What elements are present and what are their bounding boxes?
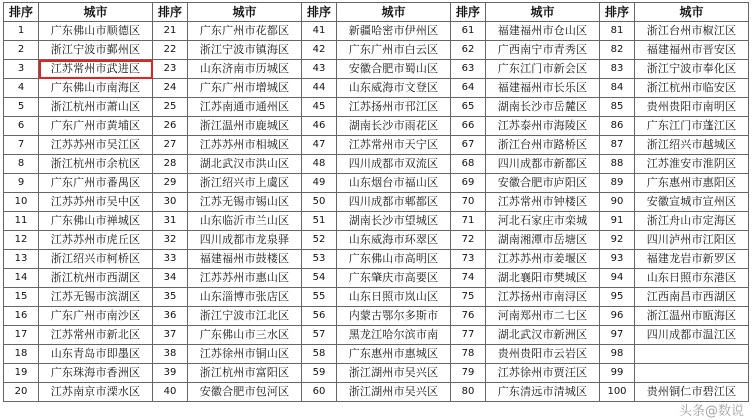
header-rank: 排序 [600, 3, 635, 22]
rank-cell: 81 [600, 22, 635, 41]
rank-cell: 70 [451, 193, 486, 212]
rank-cell: 5 [4, 98, 39, 117]
rank-cell: 86 [600, 117, 635, 136]
rank-cell: 61 [451, 22, 486, 41]
header-rank: 排序 [153, 3, 188, 22]
city-cell: 浙江绍兴市柯桥区 [39, 250, 153, 269]
ranking-table [3, 2, 749, 402]
city-cell: 江苏苏州市虎丘区 [39, 231, 153, 250]
city-cell: 浙江杭州市富阳区 [188, 364, 302, 383]
city-cell: 广东广州市番禺区 [39, 174, 153, 193]
rank-cell: 10 [4, 193, 39, 212]
city-cell: 广东肇庆市高要区 [337, 269, 451, 288]
table-row [4, 60, 749, 79]
city-cell: 浙江宁波市江北区 [188, 307, 302, 326]
city-cell: 浙江宁波市镇海区 [188, 41, 302, 60]
rank-cell: 29 [153, 174, 188, 193]
rank-cell: 91 [600, 212, 635, 231]
rank-cell: 18 [4, 345, 39, 364]
table-body [4, 22, 749, 402]
table-row [4, 212, 749, 231]
city-cell: 湖南长沙市雨花区 [337, 117, 451, 136]
table-row [4, 79, 749, 98]
rank-cell: 85 [600, 98, 635, 117]
rank-cell: 59 [302, 364, 337, 383]
city-cell [635, 364, 749, 383]
rank-cell: 23 [153, 60, 188, 79]
city-cell: 广东江门市新会区 [486, 60, 600, 79]
header-city: 城市 [39, 3, 153, 22]
rank-cell: 21 [153, 22, 188, 41]
rank-cell: 100 [600, 383, 635, 402]
rank-cell: 22 [153, 41, 188, 60]
city-cell: 广东佛山市三水区 [188, 326, 302, 345]
city-cell: 河北石家庄市栾城 [486, 212, 600, 231]
city-cell: 湖南长沙市望城区 [337, 212, 451, 231]
city-cell: 内蒙古鄂尔多斯市 [337, 307, 451, 326]
table-row [4, 22, 749, 41]
table-row [4, 41, 749, 60]
city-cell: 江苏南京市溧水区 [39, 383, 153, 402]
city-cell: 广东惠州市惠阳区 [635, 174, 749, 193]
watermark: 头条@数说 [678, 404, 744, 419]
table-row [4, 98, 749, 117]
city-cell: 浙江温州市鹿城区 [188, 117, 302, 136]
city-cell: 浙江温州市瓯海区 [635, 307, 749, 326]
city-cell: 山东威海市环翠区 [337, 231, 451, 250]
rank-cell: 82 [600, 41, 635, 60]
rank-cell: 92 [600, 231, 635, 250]
table-row [4, 269, 749, 288]
rank-cell: 88 [600, 155, 635, 174]
city-cell: 江苏苏州市吴江区 [39, 136, 153, 155]
city-cell: 四川成都市新都区 [486, 155, 600, 174]
table-row [4, 345, 749, 364]
city-cell: 广东广州市南沙区 [39, 307, 153, 326]
city-cell: 江苏苏州市相城区 [188, 136, 302, 155]
city-cell: 四川成都市双流区 [337, 155, 451, 174]
city-cell: 江苏南通市通州区 [188, 98, 302, 117]
city-cell: 浙江舟山市定海区 [635, 212, 749, 231]
city-cell: 广东佛山市顺德区 [39, 22, 153, 41]
rank-cell: 28 [153, 155, 188, 174]
rank-cell: 7 [4, 136, 39, 155]
city-cell: 安徽合肥市蜀山区 [337, 60, 451, 79]
city-cell: 浙江杭州市临安区 [635, 79, 749, 98]
rank-cell: 97 [600, 326, 635, 345]
rank-cell: 98 [600, 345, 635, 364]
city-cell: 江西南昌市西湖区 [635, 288, 749, 307]
rank-cell: 19 [4, 364, 39, 383]
city-cell: 河南郑州市二七区 [486, 307, 600, 326]
city-cell: 四川成都市郫都区 [337, 193, 451, 212]
city-cell: 江苏苏州市姜堰区 [486, 250, 600, 269]
city-cell: 山东临沂市兰山区 [188, 212, 302, 231]
rank-cell: 84 [600, 79, 635, 98]
table-row [4, 136, 749, 155]
rank-cell: 41 [302, 22, 337, 41]
table-row [4, 117, 749, 136]
rank-cell: 69 [451, 174, 486, 193]
rank-cell: 57 [302, 326, 337, 345]
header-city: 城市 [486, 3, 600, 22]
header-city: 城市 [635, 3, 749, 22]
city-cell: 山东青岛市即墨区 [39, 345, 153, 364]
city-cell: 山东淄博市张店区 [188, 288, 302, 307]
rank-cell: 96 [600, 307, 635, 326]
city-cell: 广东广州市黄埔区 [39, 117, 153, 136]
rank-cell: 63 [451, 60, 486, 79]
rank-cell: 36 [153, 307, 188, 326]
city-cell: 广东佛山市高明区 [337, 250, 451, 269]
rank-cell: 26 [153, 117, 188, 136]
city-cell: 广东珠海市香洲区 [39, 364, 153, 383]
rank-cell: 55 [302, 288, 337, 307]
rank-cell: 35 [153, 288, 188, 307]
rank-cell: 47 [302, 136, 337, 155]
city-cell: 江苏泰州市海陵区 [486, 117, 600, 136]
rank-cell: 13 [4, 250, 39, 269]
rank-cell: 67 [451, 136, 486, 155]
rank-cell: 99 [600, 364, 635, 383]
rank-cell: 24 [153, 79, 188, 98]
rank-cell: 20 [4, 383, 39, 402]
city-cell: 山东济南市历城区 [188, 60, 302, 79]
city-cell: 山东威海市文登区 [337, 79, 451, 98]
city-cell: 江苏扬州市南浔区 [486, 288, 600, 307]
rank-cell: 44 [302, 79, 337, 98]
table-row [4, 307, 749, 326]
city-cell: 江苏常州市武进区 [39, 60, 153, 79]
city-cell: 黑龙江哈尔滨市南 [337, 326, 451, 345]
rank-cell: 93 [600, 250, 635, 269]
rank-cell: 31 [153, 212, 188, 231]
table-row [4, 155, 749, 174]
rank-cell: 80 [451, 383, 486, 402]
rank-cell: 83 [600, 60, 635, 79]
city-cell: 浙江绍兴市越城区 [635, 136, 749, 155]
rank-cell: 60 [302, 383, 337, 402]
city-cell: 湖北武汉市新洲区 [486, 326, 600, 345]
city-cell: 贵州贵阳市云岩区 [486, 345, 600, 364]
table-row [4, 383, 749, 402]
rank-cell: 40 [153, 383, 188, 402]
header-city: 城市 [188, 3, 302, 22]
rank-cell: 78 [451, 345, 486, 364]
city-cell: 湖北武汉市洪山区 [188, 155, 302, 174]
rank-cell: 52 [302, 231, 337, 250]
rank-cell: 38 [153, 345, 188, 364]
table-row [4, 231, 749, 250]
city-cell: 四川成都市温江区 [635, 326, 749, 345]
city-cell: 江苏常州市新北区 [39, 326, 153, 345]
city-cell: 湖南长沙市岳麓区 [486, 98, 600, 117]
city-cell: 江苏常州市钟楼区 [486, 193, 600, 212]
rank-cell: 30 [153, 193, 188, 212]
rank-cell: 48 [302, 155, 337, 174]
rank-cell: 12 [4, 231, 39, 250]
header-city: 城市 [337, 3, 451, 22]
rank-cell: 42 [302, 41, 337, 60]
rank-cell: 46 [302, 117, 337, 136]
rank-cell: 34 [153, 269, 188, 288]
rank-cell: 54 [302, 269, 337, 288]
rank-cell: 79 [451, 364, 486, 383]
rank-cell: 95 [600, 288, 635, 307]
city-cell: 广西南宁市青秀区 [486, 41, 600, 60]
table-row [4, 364, 749, 383]
rank-cell: 75 [451, 288, 486, 307]
rank-cell: 9 [4, 174, 39, 193]
header-rank: 排序 [4, 3, 39, 22]
rank-cell: 64 [451, 79, 486, 98]
city-cell: 江苏徐州市铜山区 [188, 345, 302, 364]
table-row [4, 288, 749, 307]
city-cell: 安徽合肥市包河区 [188, 383, 302, 402]
table-row [4, 250, 749, 269]
city-cell: 广东佛山市南海区 [39, 79, 153, 98]
rank-cell: 1 [4, 22, 39, 41]
city-cell: 江苏无锡市滨湖区 [39, 288, 153, 307]
rank-cell: 87 [600, 136, 635, 155]
rank-cell: 49 [302, 174, 337, 193]
city-cell: 福建福州市晋安区 [635, 41, 749, 60]
rank-cell: 39 [153, 364, 188, 383]
city-cell: 广东惠州市惠城区 [337, 345, 451, 364]
city-cell: 浙江台州市路桥区 [486, 136, 600, 155]
rank-cell: 74 [451, 269, 486, 288]
city-cell: 广东广州市花都区 [188, 22, 302, 41]
city-cell: 福建龙岩市新罗区 [635, 250, 749, 269]
city-cell: 安徽宣城市宣州区 [635, 193, 749, 212]
city-cell: 安徽合肥市庐阳区 [486, 174, 600, 193]
city-cell: 江苏扬州市邗江区 [337, 98, 451, 117]
rank-cell: 14 [4, 269, 39, 288]
city-cell: 浙江宁波市奉化区 [635, 60, 749, 79]
rank-cell: 11 [4, 212, 39, 231]
header-rank: 排序 [302, 3, 337, 22]
rank-cell: 4 [4, 79, 39, 98]
city-cell: 福建福州市长乐区 [486, 79, 600, 98]
rank-cell: 94 [600, 269, 635, 288]
city-cell: 新疆哈密市伊州区 [337, 22, 451, 41]
city-cell: 江苏徐州市贾汪区 [486, 364, 600, 383]
rank-cell: 56 [302, 307, 337, 326]
rank-cell: 66 [451, 117, 486, 136]
table-row [4, 193, 749, 212]
rank-cell: 73 [451, 250, 486, 269]
city-cell: 浙江湖州市吴兴区 [337, 383, 451, 402]
rank-cell: 51 [302, 212, 337, 231]
rank-cell: 72 [451, 231, 486, 250]
city-cell: 广东清远市清城区 [486, 383, 600, 402]
city-cell: 山东日照市岚山区 [337, 288, 451, 307]
rank-cell: 77 [451, 326, 486, 345]
city-cell: 山东烟台市福山区 [337, 174, 451, 193]
rank-cell: 8 [4, 155, 39, 174]
rank-cell: 43 [302, 60, 337, 79]
city-cell: 广东江门市蓬江区 [635, 117, 749, 136]
city-cell: 浙江台州市椒江区 [635, 22, 749, 41]
city-cell: 浙江杭州市西湖区 [39, 269, 153, 288]
city-cell: 贵州贵阳市南明区 [635, 98, 749, 117]
city-cell: 浙江杭州市萧山区 [39, 98, 153, 117]
city-cell: 湖北襄阳市樊城区 [486, 269, 600, 288]
header-rank: 排序 [451, 3, 486, 22]
rank-cell: 32 [153, 231, 188, 250]
rank-cell: 27 [153, 136, 188, 155]
city-cell: 浙江杭州市余杭区 [39, 155, 153, 174]
city-cell: 浙江湖州市吴兴区 [337, 364, 451, 383]
city-cell [635, 345, 749, 364]
city-cell: 江苏淮安市淮阴区 [635, 155, 749, 174]
city-cell: 广东广州市白云区 [337, 41, 451, 60]
table-row [4, 326, 749, 345]
city-cell: 广东佛山市禅城区 [39, 212, 153, 231]
rank-cell: 68 [451, 155, 486, 174]
rank-cell: 62 [451, 41, 486, 60]
rank-cell: 2 [4, 41, 39, 60]
city-cell: 广东广州市增城区 [188, 79, 302, 98]
rank-cell: 25 [153, 98, 188, 117]
rank-cell: 50 [302, 193, 337, 212]
city-cell: 贵州铜仁市碧江区 [635, 383, 749, 402]
table-row [4, 174, 749, 193]
rank-cell: 89 [600, 174, 635, 193]
rank-cell: 58 [302, 345, 337, 364]
rank-cell: 53 [302, 250, 337, 269]
city-cell: 江苏常州市天宁区 [337, 136, 451, 155]
city-cell: 四川成都市龙泉驿 [188, 231, 302, 250]
rank-cell: 33 [153, 250, 188, 269]
city-cell: 江苏苏州市惠山区 [188, 269, 302, 288]
rank-cell: 15 [4, 288, 39, 307]
rank-cell: 71 [451, 212, 486, 231]
rank-cell: 76 [451, 307, 486, 326]
city-cell: 山东日照市东港区 [635, 269, 749, 288]
city-cell: 湖南湘潭市岳塘区 [486, 231, 600, 250]
rank-cell: 17 [4, 326, 39, 345]
city-cell: 江苏无锡市锡山区 [188, 193, 302, 212]
city-cell: 福建福州市鼓楼区 [188, 250, 302, 269]
rank-cell: 6 [4, 117, 39, 136]
city-cell: 福建福州市仓山区 [486, 22, 600, 41]
rank-cell: 90 [600, 193, 635, 212]
rank-cell: 3 [4, 60, 39, 79]
city-cell: 江苏苏州市吴中区 [39, 193, 153, 212]
header-row [4, 3, 749, 22]
city-cell: 四川泸州市江阳区 [635, 231, 749, 250]
rank-cell: 16 [4, 307, 39, 326]
rank-cell: 65 [451, 98, 486, 117]
city-cell: 浙江宁波市鄞州区 [39, 41, 153, 60]
rank-cell: 45 [302, 98, 337, 117]
rank-cell: 37 [153, 326, 188, 345]
city-cell: 浙江绍兴市上虞区 [188, 174, 302, 193]
